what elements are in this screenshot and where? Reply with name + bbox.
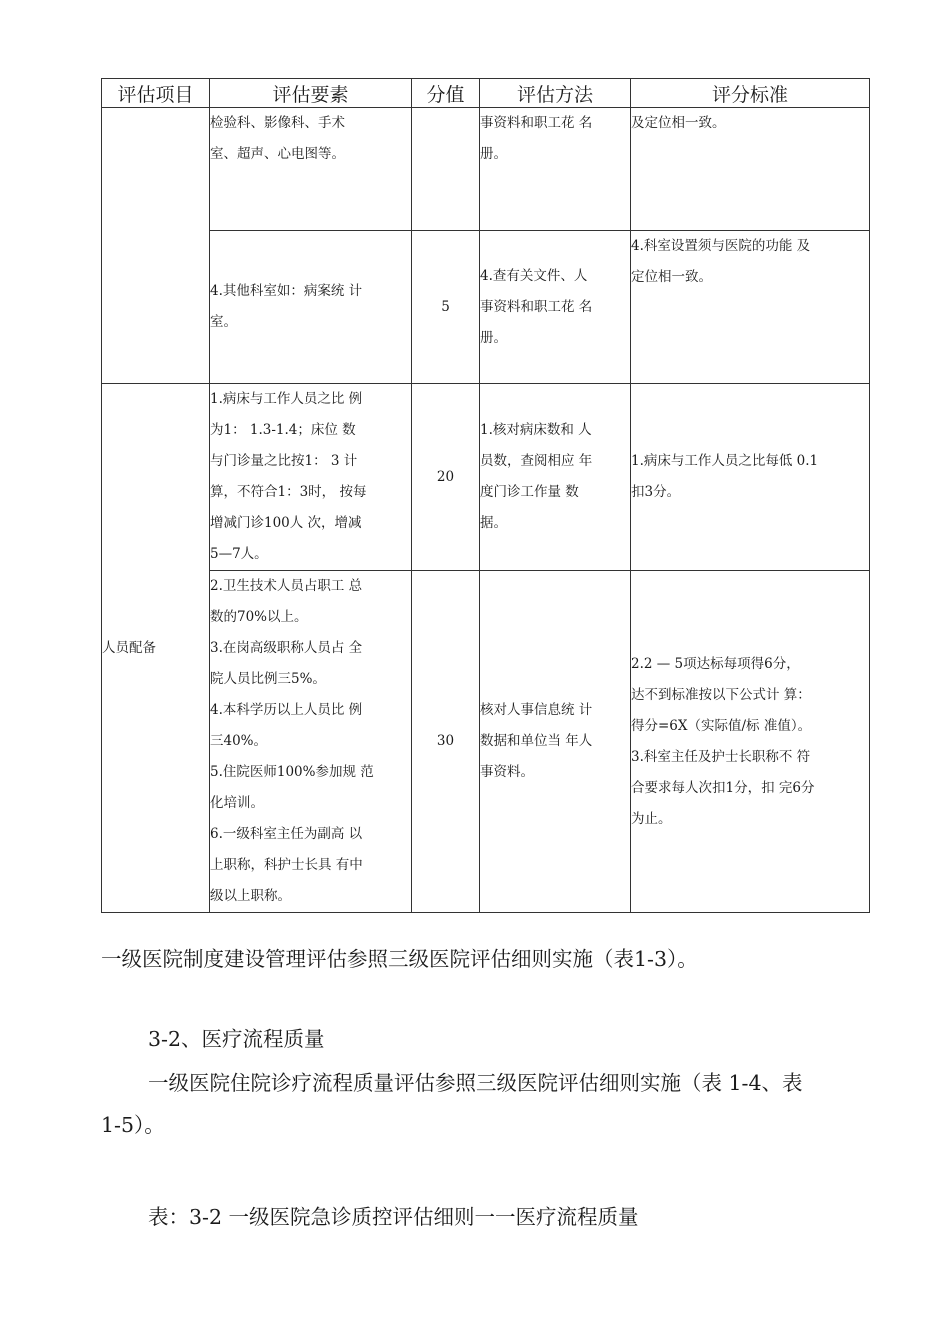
cell-standard: 2.2 — 5项达标每项得6分， 达不到标准按以下公式计 算： 得分=6X（实际值/标 准值）。 3.科室主任及护士长职称不 符 合要求每人次扣1分，扣 完6分 为止。 — [631, 571, 870, 913]
cell-standard: 1.病床与工作人员之比每低 0.1 扣3分。 — [631, 384, 870, 571]
cell-standard: 及定位相一致。 — [631, 108, 870, 231]
table-row — [102, 108, 870, 231]
table-caption: 表：3-2 一级医院急诊质控评估细则一一医疗流程质量 — [148, 1205, 639, 1229]
paragraph-inpatient-process-line2: 1-5）。 — [101, 1113, 165, 1137]
cell-item-staffing: 人员配备 — [102, 384, 210, 913]
header-standard: 评分标准 — [631, 79, 870, 108]
cell-standard: 4.科室设置须与医院的功能 及 定位相一致。 — [631, 231, 870, 384]
section-heading-process-quality: 3-2、医疗流程质量 — [148, 1027, 325, 1051]
paragraph-system-construction: 一级医院制度建设管理评估参照三级医院评估细则实施（表1-3）。 — [101, 947, 698, 971]
cell-element: 4.其他科室如：病案统 计 室。 — [210, 231, 412, 384]
cell-element: 2.卫生技术人员占职工 总 数的70%以上。 3.在岗高级职称人员占 全 院人员比例三5%。 4.本科学历以上人员比 例 三40%。 5.住院医师100%参加规 范 化培训。 6.一级科室主任为副高 以 上职称，科护士长具 有中 级以上职称。 — [210, 571, 412, 913]
cell-element: 检验科、影像科、手术 室、超声、心电图等。 — [210, 108, 412, 231]
table-row — [102, 571, 870, 913]
header-score: 分值 — [412, 79, 480, 108]
cell-method: 事资料和职工花 名 册。 — [480, 108, 631, 231]
cell-score: 20 — [412, 384, 480, 571]
header-method: 评估方法 — [480, 79, 631, 108]
cell-score — [412, 108, 480, 231]
assessment-table — [101, 78, 870, 913]
cell-element: 1.病床与工作人员之比 例 为1： 1.3-1.4；床位 数 与门诊量之比按1： 3 计 算，不符合1：3时， 按每 增减门诊100人 次，增减 5—7人。 — [210, 384, 412, 571]
cell-method: 1.核对病床数和 人 员数，查阅相应 年 度门诊工作量 数 据。 — [480, 384, 631, 571]
cell-score: 30 — [412, 571, 480, 913]
cell-method: 4.查有关文件、人 事资料和职工花 名 册。 — [480, 231, 631, 384]
header-element: 评估要素 — [210, 79, 412, 108]
header-item: 评估项目 — [102, 79, 210, 108]
paragraph-inpatient-process-line1: 一级医院住院诊疗流程质量评估参照三级医院评估细则实施（表 1-4、表 — [148, 1071, 803, 1095]
table-row — [102, 384, 870, 571]
table-header-row — [102, 79, 870, 108]
table-row — [102, 231, 870, 384]
cell-method: 核对人事信息统 计 数据和单位当 年人 事资料。 — [480, 571, 631, 913]
cell-item — [102, 108, 210, 384]
cell-score: 5 — [412, 231, 480, 384]
